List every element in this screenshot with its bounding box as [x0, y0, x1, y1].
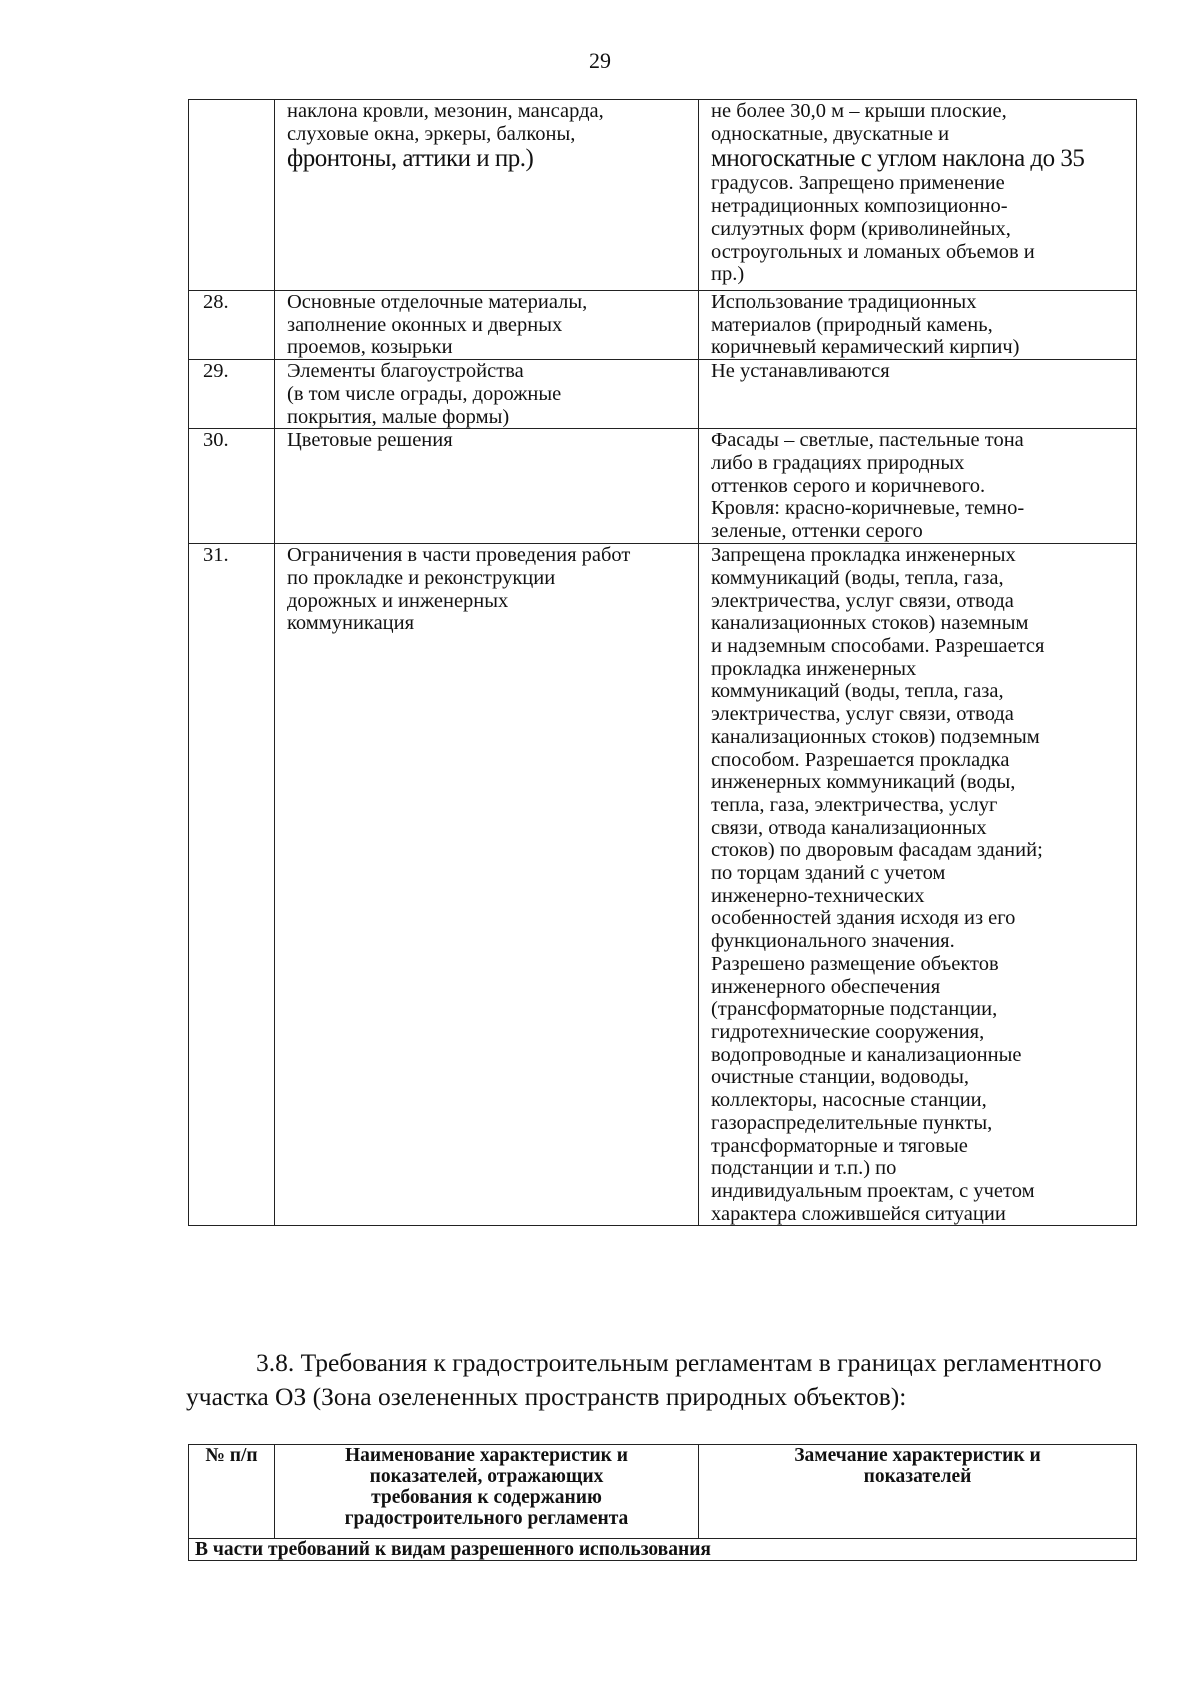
section-heading-line2: участка ОЗ (Зона озелененных пространств природных объектов):: [186, 1382, 907, 1411]
text-line: стоков) по дворовым фасадам зданий;: [711, 839, 1043, 862]
oz-header-num: № п/п: [189, 1445, 275, 1539]
text-line: односкатные, двускатные и: [711, 122, 950, 145]
text-line: электричества, услуг связи, отвода: [711, 703, 1014, 726]
text-line: Цветовые решения: [287, 429, 453, 452]
oz-table-subheader-row: [189, 1539, 1137, 1561]
text-line: очистные станции, водоводы,: [711, 1066, 969, 1089]
text-line: коммуникация: [287, 612, 415, 635]
characteristic-name: [275, 360, 699, 429]
text-line: особенностей здания исходя из его: [711, 907, 1016, 930]
text-line: проемов, козырьки: [287, 336, 453, 359]
text-line: прокладка инженерных: [711, 657, 917, 680]
header-line: показателей: [863, 1466, 972, 1487]
table-row: [189, 360, 1137, 429]
text-line: коммуникаций (воды, тепла, газа,: [711, 566, 1004, 589]
characteristic-value: [699, 429, 1137, 544]
text-line: не более 30,0 м – крыши плоские,: [711, 100, 1007, 122]
text-line: градусов. Запрещено применение: [711, 172, 1005, 195]
header-line: Наименование характеристик и: [344, 1445, 629, 1466]
text-line: силуэтных форм (криволинейных,: [711, 217, 1011, 240]
row-number: 30.: [189, 429, 275, 544]
text-line: индивидуальным проектам, с учетом: [711, 1179, 1035, 1202]
text-line: газораспределительные пункты,: [711, 1111, 993, 1134]
text-line: Фасады – светлые, пастельные тона: [711, 429, 1024, 452]
text-line: и надземным способами. Разрешается: [711, 635, 1045, 658]
characteristic-value: [699, 100, 1137, 291]
text-line: (в том числе ограды, дорожные: [287, 382, 562, 405]
text-line: способом. Разрешается прокладка: [711, 748, 1010, 771]
page-number: 29: [589, 48, 611, 73]
text-line: покрытия, малые формы): [287, 405, 510, 428]
row-number: 28.: [189, 291, 275, 360]
text-line: (трансформаторные подстанции,: [711, 998, 998, 1021]
text-line: слуховые окна, эркеры, балконы,: [287, 122, 576, 145]
text-line: Основные отделочные материалы,: [287, 291, 588, 313]
text-line: либо в градациях природных: [711, 451, 965, 474]
oz-requirements-table: [188, 1444, 1137, 1561]
text-line: функционального значения.: [711, 930, 955, 953]
text-line: трансформаторные и тяговые: [711, 1134, 968, 1157]
characteristic-name: [275, 100, 699, 291]
row-number: 29.: [189, 360, 275, 429]
text-line: Запрещена прокладка инженерных: [711, 544, 1016, 567]
characteristic-value: [699, 291, 1137, 360]
requirements-table: [188, 99, 1137, 1226]
text-line: зеленые, оттенки серого: [711, 520, 923, 543]
text-line: многоскатные с углом наклона до 35: [711, 145, 1085, 173]
text-line: коричневый керамический кирпич): [711, 336, 1020, 359]
text-line: фронтоны, аттики и пр.): [287, 145, 534, 173]
row-number: 31.: [189, 544, 275, 1226]
text-line: остроугольных и ломаных объемов и: [711, 240, 1035, 263]
text-line: связи, отвода канализационных: [711, 816, 987, 839]
table-row: [189, 100, 1137, 291]
row-number: [189, 100, 275, 291]
text-line: канализационных стоков) наземным: [711, 612, 1029, 635]
characteristic-value: [699, 544, 1137, 1226]
text-line: оттенков серого и коричневого.: [711, 474, 986, 497]
text-line: по прокладке и реконструкции: [287, 566, 556, 589]
text-line: электричества, услуг связи, отвода: [711, 589, 1014, 612]
text-line: коммуникаций (воды, тепла, газа,: [711, 680, 1004, 703]
text-line: Использование традиционных: [711, 291, 977, 313]
text-line: тепла, газа, электричества, услуг: [711, 793, 998, 816]
text-line: характера сложившейся ситуации: [711, 1202, 1006, 1225]
text-line: канализационных стоков) подземным: [711, 725, 1040, 748]
text-line: водопроводные и канализационные: [711, 1043, 1022, 1066]
oz-header-name: [275, 1445, 699, 1539]
table-row: [189, 291, 1137, 360]
text-line: инженерных коммуникаций (воды,: [711, 771, 1016, 794]
text-line: Ограничения в части проведения работ: [287, 544, 631, 567]
text-line: Разрешено размещение объектов: [711, 952, 999, 975]
text-line: наклона кровли, мезонин, мансарда,: [287, 100, 604, 122]
oz-table-header-row: [189, 1445, 1137, 1539]
text-line: пр.): [711, 263, 745, 286]
header-line: Замечание характеристик и: [794, 1445, 1041, 1466]
characteristic-value: [699, 360, 1137, 429]
text-line: нетрадиционных композиционно-: [711, 195, 1008, 218]
characteristic-name: [275, 429, 699, 544]
text-line: дорожных и инженерных: [287, 589, 509, 612]
text-line: материалов (природный камень,: [711, 313, 993, 336]
text-line: подстанции и т.п.) по: [711, 1157, 897, 1180]
text-line: инженерного обеспечения: [711, 975, 941, 998]
table-row: [189, 429, 1137, 544]
oz-subheader: В части требований к видам разрешенного использования: [189, 1539, 1137, 1561]
text-line: инженерно-технических: [711, 884, 925, 907]
text-line: Кровля: красно-коричневые, темно-: [711, 497, 1025, 520]
text-line: Элементы благоустройства: [287, 360, 524, 383]
table-row: [189, 544, 1137, 1226]
text-line: по торцам зданий с учетом: [711, 862, 946, 885]
characteristic-name: [275, 291, 699, 360]
header-line: градостроительного регламента: [344, 1508, 629, 1529]
text-line: заполнение оконных и дверных: [287, 313, 563, 336]
section-heading-line1: 3.8. Требования к градостроительным регламентам в границах регламентного: [256, 1348, 1102, 1377]
text-line: гидротехнические сооружения,: [711, 1020, 985, 1043]
characteristic-name: [275, 544, 699, 1226]
header-line: показателей, отражающих: [369, 1466, 604, 1487]
oz-header-value: [699, 1445, 1137, 1539]
section-heading: [186, 1346, 1146, 1414]
text-line: Не устанавливаются: [711, 360, 890, 383]
header-line: требования к содержанию: [371, 1487, 602, 1508]
text-line: коллекторы, насосные станции,: [711, 1089, 987, 1112]
